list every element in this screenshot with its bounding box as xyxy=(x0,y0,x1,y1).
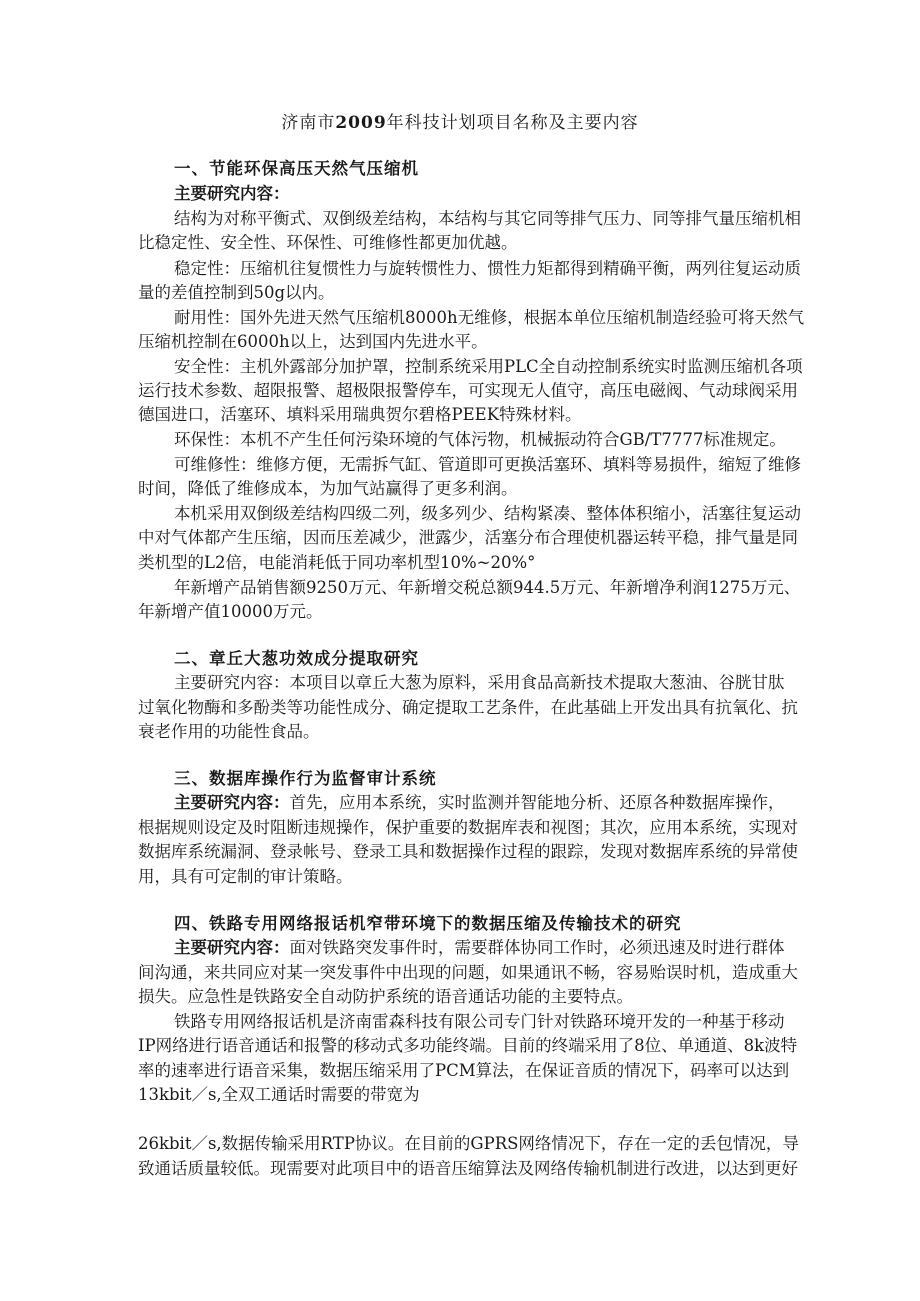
paragraph-line: 数据库系统漏洞、登录帐号、登录工具和数据操作过程的跟踪，发现对数据库系统的异常使 xyxy=(138,842,798,861)
section-body-first-line: 主要研究内容：面对铁路突发事件时，需要群体协同工作时，必须迅速及时进行群体 xyxy=(174,938,785,957)
section-body-first-line: 主要研究内容：本项目以章丘大葱为原料，采用食品高新技术提取大葱油、谷胱甘肽 xyxy=(174,673,785,692)
paragraph-line: 结构为对称平衡式、双倒级差结构，本结构与其它同等排气压力、同等排气量压缩机相 xyxy=(174,209,801,228)
paragraph-line: 年新增产值10000万元。 xyxy=(138,602,323,621)
section-heading-3: 三、数据库操作行为监督审计系统 xyxy=(174,769,437,788)
paragraph-line: 耐用性：国外先进天然气压缩机8000h无维修，根据本单位压缩机制造经验可将天然气 xyxy=(174,308,805,327)
section-label-1: 主要研究内容： xyxy=(174,184,290,203)
paragraph-line: 环保性：本机不产生任何污染环境的气体污物，机械振动符合GB/T7777标准规定。 xyxy=(174,430,786,449)
paragraph-line: 本机采用双倒级差结构四级二列，级多列少、结构紧凑、整体体积缩小，活塞往复运动 xyxy=(174,504,801,523)
paragraph-line: 13kbit／s,全双工通话时需要的带宽为 xyxy=(138,1085,420,1104)
paragraph-line: 率的速率进行语音采集，数据压缩采用了PCM算法，在保证音质的情况下，码率可以达到 xyxy=(138,1061,790,1080)
paragraph-line: 衰老作用的功能性食品。 xyxy=(138,722,320,741)
section-heading-4: 四、铁路专用网络报话机窄带环境下的数据压缩及传输技术的研究 xyxy=(174,914,682,933)
section-heading-1: 一、节能环保高压天然气压缩机 xyxy=(174,159,419,178)
paragraph-line: 类机型的L2倍，电能消耗低于同功率机型10%~20%° xyxy=(138,553,536,572)
paragraph-line: 年新增产品销售额9250万元、年新增交税总额944.5万元、年新增净利润1275万元、 xyxy=(174,578,801,597)
paragraph-line: 比稳定性、安全性、环保性、可维修性都更加优越。 xyxy=(138,233,518,252)
paragraph-line: 过氧化物酶和多酚类等功能性成分、确定提取工艺条件，在此基础上开发出具有抗氧化、抗 xyxy=(138,698,798,717)
paragraph-line: 德国进口，活塞环、填料采用瑞典贺尔碧格PEEK特殊材料。 xyxy=(138,405,582,424)
section-body-first-line: 主要研究内容：首先，应用本系统，实时监测并智能地分析、还原各种数据库操作， xyxy=(174,793,785,812)
paragraph-line: 量的差值控制到50g以内。 xyxy=(138,283,335,302)
paragraph-line: 中对气体都产生压缩，因而压差减少，泄露少，活塞分布合理使机器运转平稳，排气量是同 xyxy=(138,528,798,547)
paragraph-line: 用，具有可定制的审计策略。 xyxy=(138,867,353,886)
paragraph-line: 损失。应急性是铁路安全自动防护系统的语音通话功能的主要特点。 xyxy=(138,987,633,1006)
paragraph-line: 间沟通，来共同应对某一突发事件中出现的问题，如果通讯不畅，容易贻误时机，造成重大 xyxy=(138,963,798,982)
page-title: 济南市2009年科技计划项目名称及主要内容 xyxy=(281,113,639,133)
paragraph-line: IP网络进行语音通话和报警的移动式多功能终端。目前的终端采用了8位、单通道、8k波特 xyxy=(138,1036,798,1055)
paragraph-line: 安全性：主机外露部分加护罩，控制系统采用PLC全自动控制系统实时监测压缩机各项 xyxy=(174,357,803,376)
paragraph-line: 26kbit／s,数据传输采用RTP协议。在目前的GPRS网络情况下，存在一定的丢包情况，导 xyxy=(138,1134,799,1153)
paragraph-line: 可维修性：维修方便，无需拆气缸、管道即可更换活塞环、填料等易损件，缩短了维修 xyxy=(174,455,801,474)
paragraph-line: 稳定性：压缩机往复惯性力与旋转惯性力、惯性力矩都得到精确平衡，两列往复运动质 xyxy=(174,259,801,278)
paragraph-line: 铁路专用网络报话机是济南雷森科技有限公司专门针对铁路环境开发的一种基于移动 xyxy=(174,1012,785,1031)
paragraph-line: 根据规则设定及时阻断违规操作，保护重要的数据库表和视图；其次，应用本系统，实现对 xyxy=(138,818,798,837)
paragraph-line: 致通话质量较低。现需要对此项目中的语音压缩算法及网络传输机制进行改进，以达到更好 xyxy=(138,1159,798,1178)
paragraph-line: 时间，降低了维修成本，为加气站赢得了更多利润。 xyxy=(138,479,518,498)
paragraph-line: 压缩机控制在6000h以上，达到国内先进水平。 xyxy=(138,332,488,351)
paragraph-line: 运行技术参数、超限报警、超极限报警停车，可实现无人值守，高压电磁阀、气动球阀采用 xyxy=(138,381,798,400)
section-heading-2: 二、章丘大葱功效成分提取研究 xyxy=(174,649,419,668)
